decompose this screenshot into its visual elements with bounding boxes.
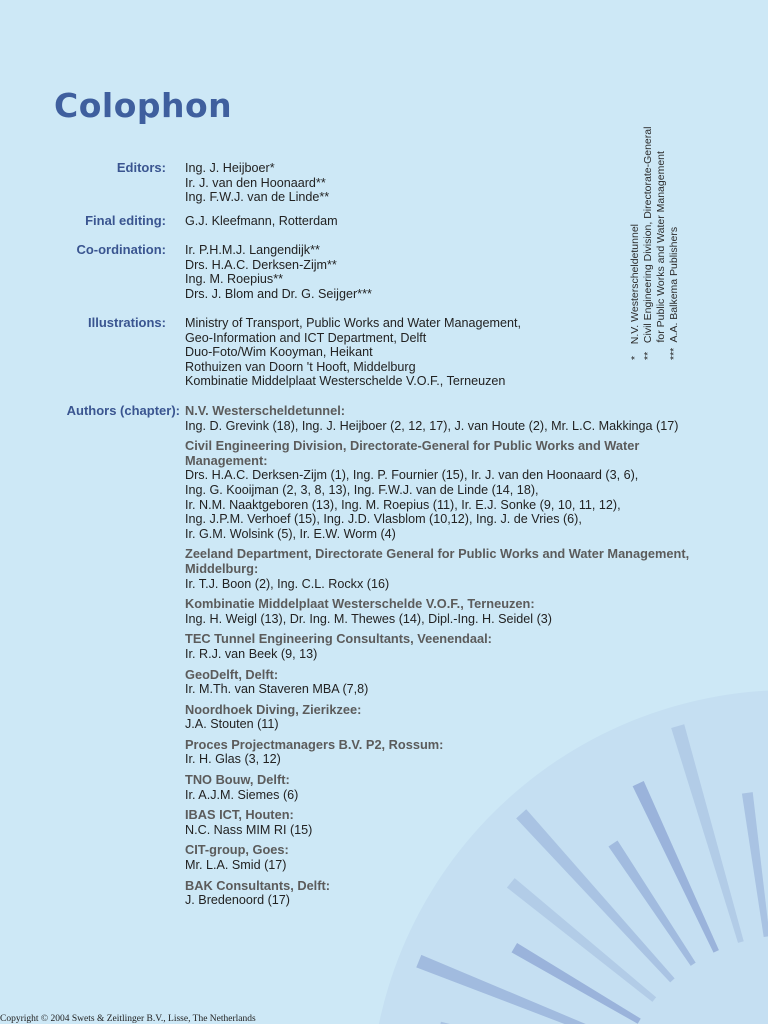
editor-line: Ing. F.W.J. van de Linde** [185, 190, 330, 205]
editor-line: Ing. J. Heijboer* [185, 161, 275, 175]
author-line: N.C. Nass MIM RI (15) [185, 822, 313, 837]
illustrations-label: Illustrations: [87, 315, 166, 330]
author-line: Ir. T.J. Boon (2), Ing. C.L. Rockx (16) [185, 576, 390, 591]
org-heading: Noordhoek Diving, Zierikzee: [185, 701, 362, 717]
sunburst-rays [370, 690, 768, 1024]
coordination-line: Drs. J. Blom and Dr. G. Seijger*** [185, 286, 372, 301]
side-note: *** A.A. Balkema Publishers [668, 226, 680, 360]
side-note: ** Civil Engineering Division, Directorate-General [642, 126, 654, 360]
org-heading: Zeeland Department, Directorate General for Public Works and Water Management, Middelburg: [185, 546, 690, 576]
page-title: Colophon [54, 86, 233, 125]
org-heading: CIT-group, Goes: [185, 842, 289, 858]
coordination-line: Ir. P.H.M.J. Langendijk** [185, 243, 320, 257]
illustrations-line: Duo-Foto/Wim Kooyman, Heikant [185, 345, 373, 360]
author-line: Ing. H. Weigl (13), Dr. Ing. M. Thewes (14), Dipl.-Ing. H. Seidel (3) [185, 611, 552, 626]
coordination-line: Drs. H.A.C. Derksen-Zijm** [185, 257, 337, 272]
org-heading: IBAS ICT, Houten: [185, 807, 294, 823]
coordination-line: Ing. M. Roepius** [185, 272, 284, 287]
author-line: Mr. L.A. Smid (17) [185, 858, 287, 873]
author-line: Ir. H. Glas (3, 12) [185, 752, 281, 767]
side-note: * N.V. Westerscheldetunnel [629, 224, 641, 360]
author-line: J. Bredenoord (17) [185, 893, 291, 908]
org-heading: GeoDelft, Delft: [185, 666, 279, 682]
copyright-notice: Copyright © 2004 Swets & Zeitlinger B.V., Lisse, The Netherlands [0, 1014, 256, 1024]
sunburst-halo [370, 690, 768, 1024]
author-line: Ir. M.Th. van Staveren MBA (7,8) [185, 682, 369, 697]
org-heading: Proces Projectmanagers B.V. P2, Rossum: [185, 736, 444, 752]
coordination-label: Co-ordination: [76, 242, 166, 257]
illustrations-line: Geo-Information and ICT Department, Delft [185, 330, 427, 345]
org-heading: Kombinatie Middelplaat Westerschelde V.O.F., Terneuzen: [185, 596, 535, 612]
illustrations-line: Rothuizen van Doorn 't Hooft, Middelburg [185, 359, 416, 374]
author-line: Ir. A.J.M. Siemes (6) [185, 787, 299, 802]
author-line: Ir. N.M. Naaktgeboren (13), Ing. M. Roepius (11), Ir. E.J. Sonke (9, 10, 11, 12), [185, 497, 621, 512]
org-heading: BAK Consultants, Delft: [185, 877, 331, 893]
author-line: Ing. D. Grevink (18), Ing. J. Heijboer (2, 12, 17), J. van Houte (2), Mr. L.C. Makkinga (17) [185, 418, 679, 433]
org-heading: TNO Bouw, Delft: [185, 772, 290, 788]
final-editing-line: G.J. Kleefmann, Rotterdam [185, 214, 338, 228]
author-line: Ir. G.M. Wolsink (5), Ir. E.W. Worm (4) [185, 526, 396, 541]
illustrations-line: Kombinatie Middelplaat Westerschelde V.O.F., Terneuzen [185, 374, 506, 389]
authors-label: Authors (chapter): [66, 403, 180, 418]
org-heading: N.V. Westerscheldetunnel: [185, 403, 346, 418]
org-heading: TEC Tunnel Engineering Consultants, Veenendaal: [185, 631, 492, 647]
author-line: Drs. H.A.C. Derksen-Zijm (1), Ing. P. Fournier (15), Ir. J. van den Hoonaard (3, 6), [185, 468, 639, 483]
editors-label: Editors: [116, 160, 166, 175]
org-heading: Civil Engineering Division, Directorate-General for Public Works and Water Management: [185, 438, 640, 468]
author-line: Ir. R.J. van Beek (9, 13) [185, 646, 318, 661]
author-line: Ing. J.P.M. Verhoef (15), Ing. J.D. Vlasblom (10,12), Ing. J. de Vries (6), [185, 512, 582, 527]
side-note: for Public Works and Water Management [655, 151, 667, 360]
author-line: J.A. Stouten (11) [185, 717, 279, 732]
illustrations-line: Ministry of Transport, Public Works and Water Management, [185, 316, 521, 330]
editor-line: Ir. J. van den Hoonaard** [185, 175, 326, 190]
author-line: Ing. G. Kooijman (2, 3, 8, 13), Ing. F.W.J. van de Linde (14, 18), [185, 482, 539, 497]
final-editing-label: Final editing: [85, 213, 166, 228]
